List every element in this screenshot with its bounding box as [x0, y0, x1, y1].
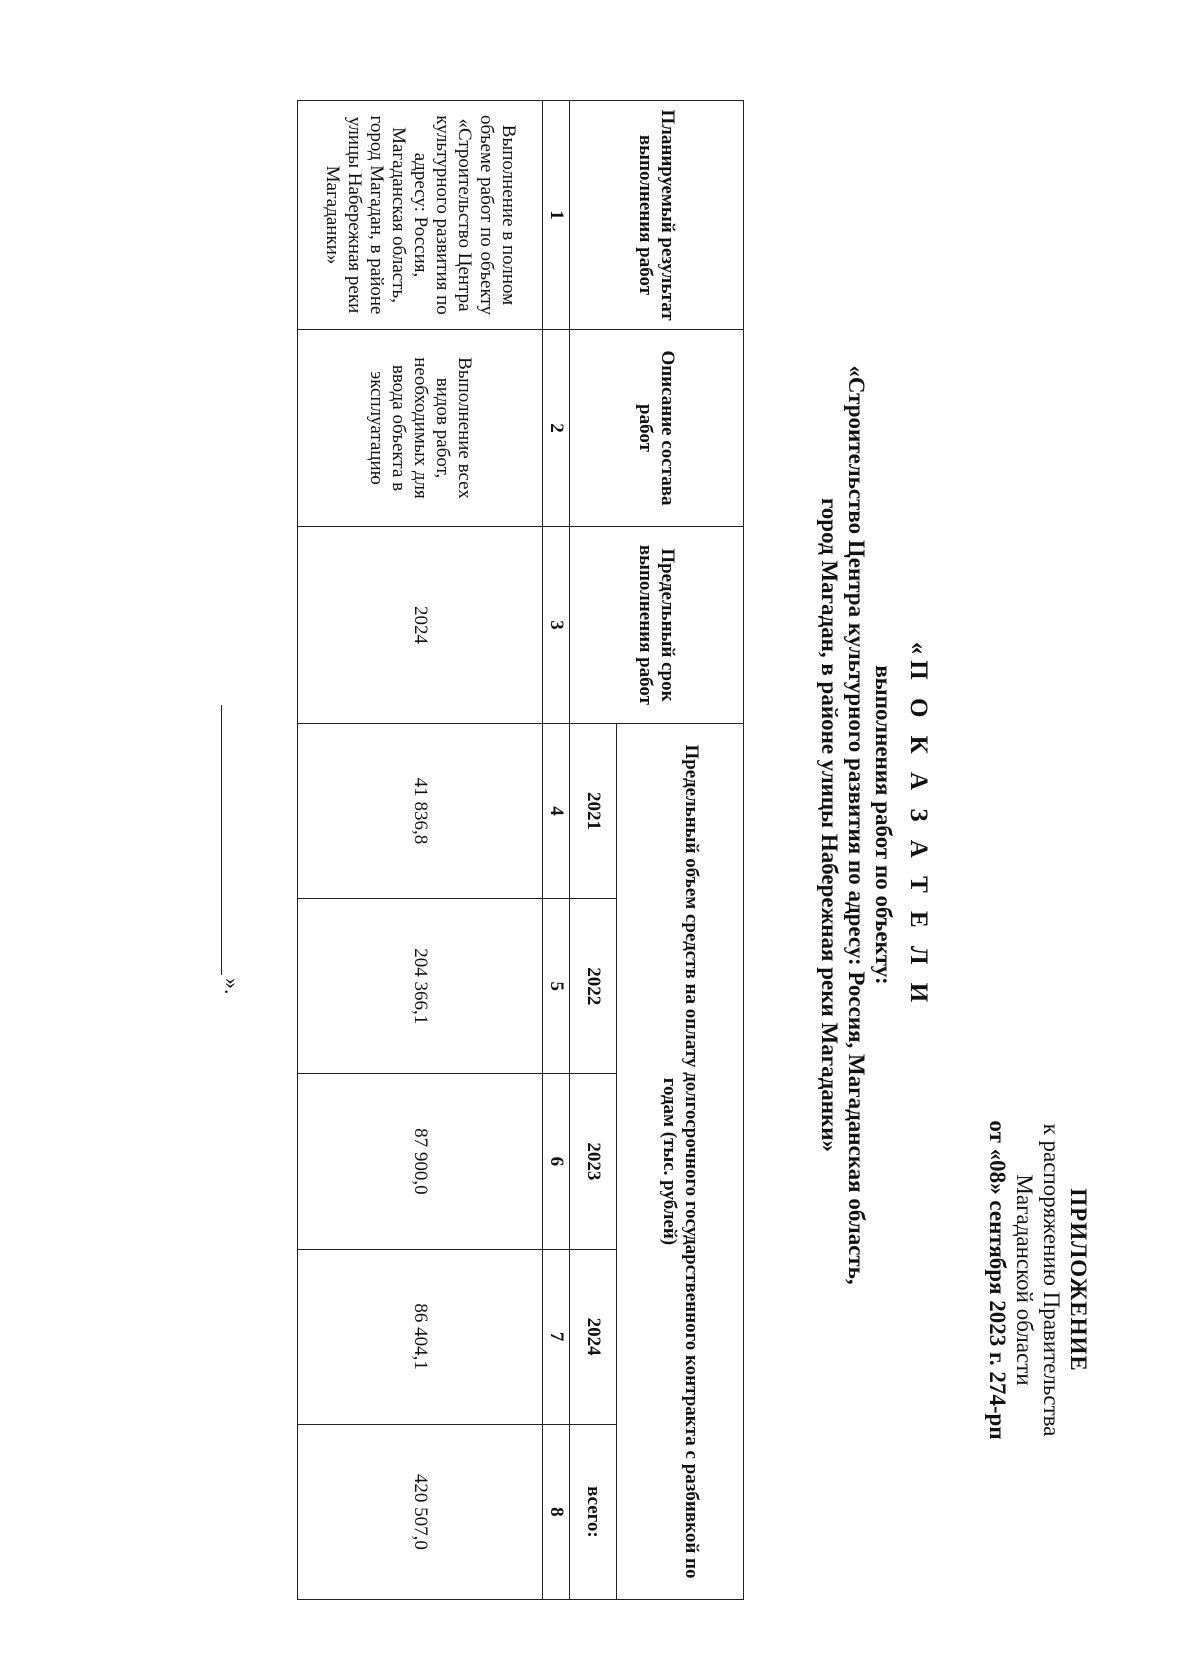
- header-year-2022: 2022: [570, 899, 617, 1074]
- header-year-2023: 2023: [570, 1074, 617, 1249]
- appendix-line-1: к распоряжению Правительства: [1039, 1123, 1064, 1437]
- header-description: Описание состава работ: [570, 330, 744, 527]
- cell-value-2021: 41 836,8: [298, 723, 543, 898]
- appendix-date-line: от «08» сентября 2023 г. 274-рп: [985, 1120, 1010, 1440]
- column-number: 4: [543, 723, 570, 898]
- appendix-line-2: Магаданской области: [1012, 1174, 1037, 1386]
- indicators-table: [297, 100, 744, 1600]
- header-funds: Предельный объем средств на оплату долгосрочного государственного контракта с разбивкой по годам (тыс. рублей): [617, 723, 744, 1599]
- closing-mark: ».: [220, 978, 245, 995]
- column-number: 1: [543, 101, 570, 330]
- column-number: 2: [543, 330, 570, 527]
- cell-deadline: 2024: [298, 526, 543, 723]
- title-line-3: город Магадан, в районе улицы Набережная реки Магаданки»: [817, 497, 842, 1153]
- header-year-2024: 2024: [570, 1249, 617, 1424]
- header-deadline: Предельный срок выполнения работ: [570, 526, 744, 723]
- table-row: [298, 101, 543, 1600]
- appendix-block: [984, 1040, 1092, 1520]
- document-title: [816, 200, 932, 1450]
- table-header-row: [617, 101, 744, 1600]
- appendix-heading: ПРИЛОЖЕНИЕ: [1066, 1188, 1091, 1372]
- column-number: 7: [543, 1249, 570, 1424]
- title-heading: «П О К А З А Т Е Л И: [905, 641, 932, 1009]
- column-number-row: [543, 101, 570, 1600]
- column-number: 3: [543, 526, 570, 723]
- header-result: Планируемый результат выполнения работ: [570, 101, 744, 330]
- column-number: 8: [543, 1424, 570, 1599]
- signature-line: [221, 705, 244, 975]
- cell-total: 420 507,0: [298, 1424, 543, 1599]
- header-year-2021: 2021: [570, 723, 617, 898]
- column-number: 6: [543, 1074, 570, 1249]
- cell-value-2022: 204 366,1: [298, 899, 543, 1074]
- cell-description: Выполнение всех видов работ, необходимых для ввода объекта в эксплуатацию: [298, 330, 543, 527]
- column-number: 5: [543, 899, 570, 1074]
- title-line-1: выполнения работ по объекту:: [871, 665, 896, 985]
- header-total: всего:: [570, 1424, 617, 1599]
- cell-value-2024: 86 404,1: [298, 1249, 543, 1424]
- cell-value-2023: 87 900,0: [298, 1074, 543, 1249]
- title-line-2: «Строительство Центра культурного развития по адресу: Россия, Магаданская область,: [844, 365, 869, 1285]
- cell-result: Выполнение в полном объеме работ по объекту «Строительство Центра культурного развития по адресу: Россия, Магаданская область, город Магадан, в районе улицы Набережная реки Магаданки»: [298, 101, 543, 330]
